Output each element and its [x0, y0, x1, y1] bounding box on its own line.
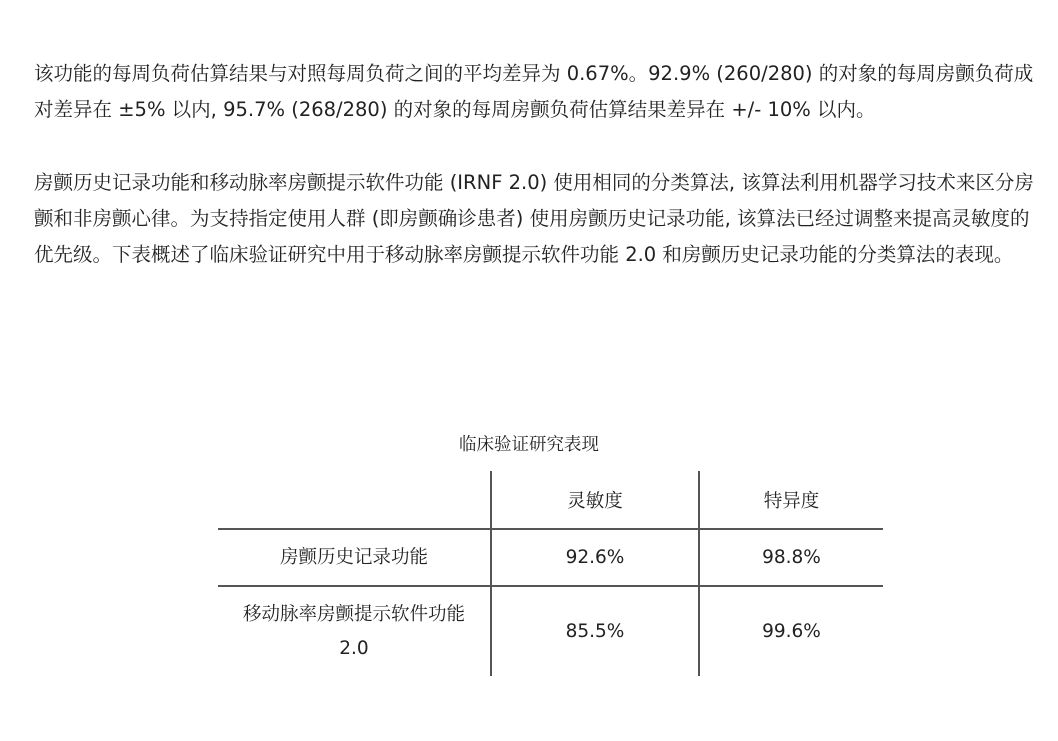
table-row [218, 529, 883, 586]
document-body [34, 56, 1039, 273]
specificity-value: 98.8% [699, 529, 883, 586]
table-header-row [218, 471, 883, 529]
row-label [218, 586, 491, 676]
paragraph-algorithm-description: 房颤历史记录功能和移动脉率房颤提示软件功能 (IRNF 2.0) 使用相同的分类算法, 该算法利用机器学习技术来区分房颤和非房颤心律。为支持指定使用人群 (即房颤确诊患者) 使用房颤历史记录功能, 该算法已经过调整来提高灵敏度的优先级。下表概述了临床验证研究中用于移动脉率房颤提示软件功能 2.0 和房颤历史记录功能的分类算法的表现。 [34, 171, 1034, 266]
sensitivity-value: 85.5% [491, 586, 699, 676]
specificity-value: 99.6% [762, 621, 821, 642]
row-label-text: 房颤历史记录功能 [279, 546, 428, 568]
table-header-specificity: 特异度 [699, 471, 883, 529]
row-label [218, 529, 491, 586]
table-caption: 临床验证研究表现 [459, 435, 599, 455]
table-header-sensitivity: 灵敏度 [491, 471, 699, 529]
paragraph-burden-results: 该功能的每周负荷估算结果与对照每周负荷之间的平均差异为 0.67%。92.9% (260/280) 的对象的每周房颤负荷成对差异在 ±5% 以内, 95.7% (268/280) 的对象的每周房颤负荷估算结果差异在 +/- 10% 以内。 [34, 62, 1034, 121]
clinical-performance-table [218, 471, 883, 676]
sensitivity-value: 92.6% [491, 529, 699, 586]
table-header-empty [218, 471, 491, 529]
row-label-text: 移动脉率房颤提示软件功能 2.0 [242, 603, 465, 659]
table-row [218, 586, 883, 676]
